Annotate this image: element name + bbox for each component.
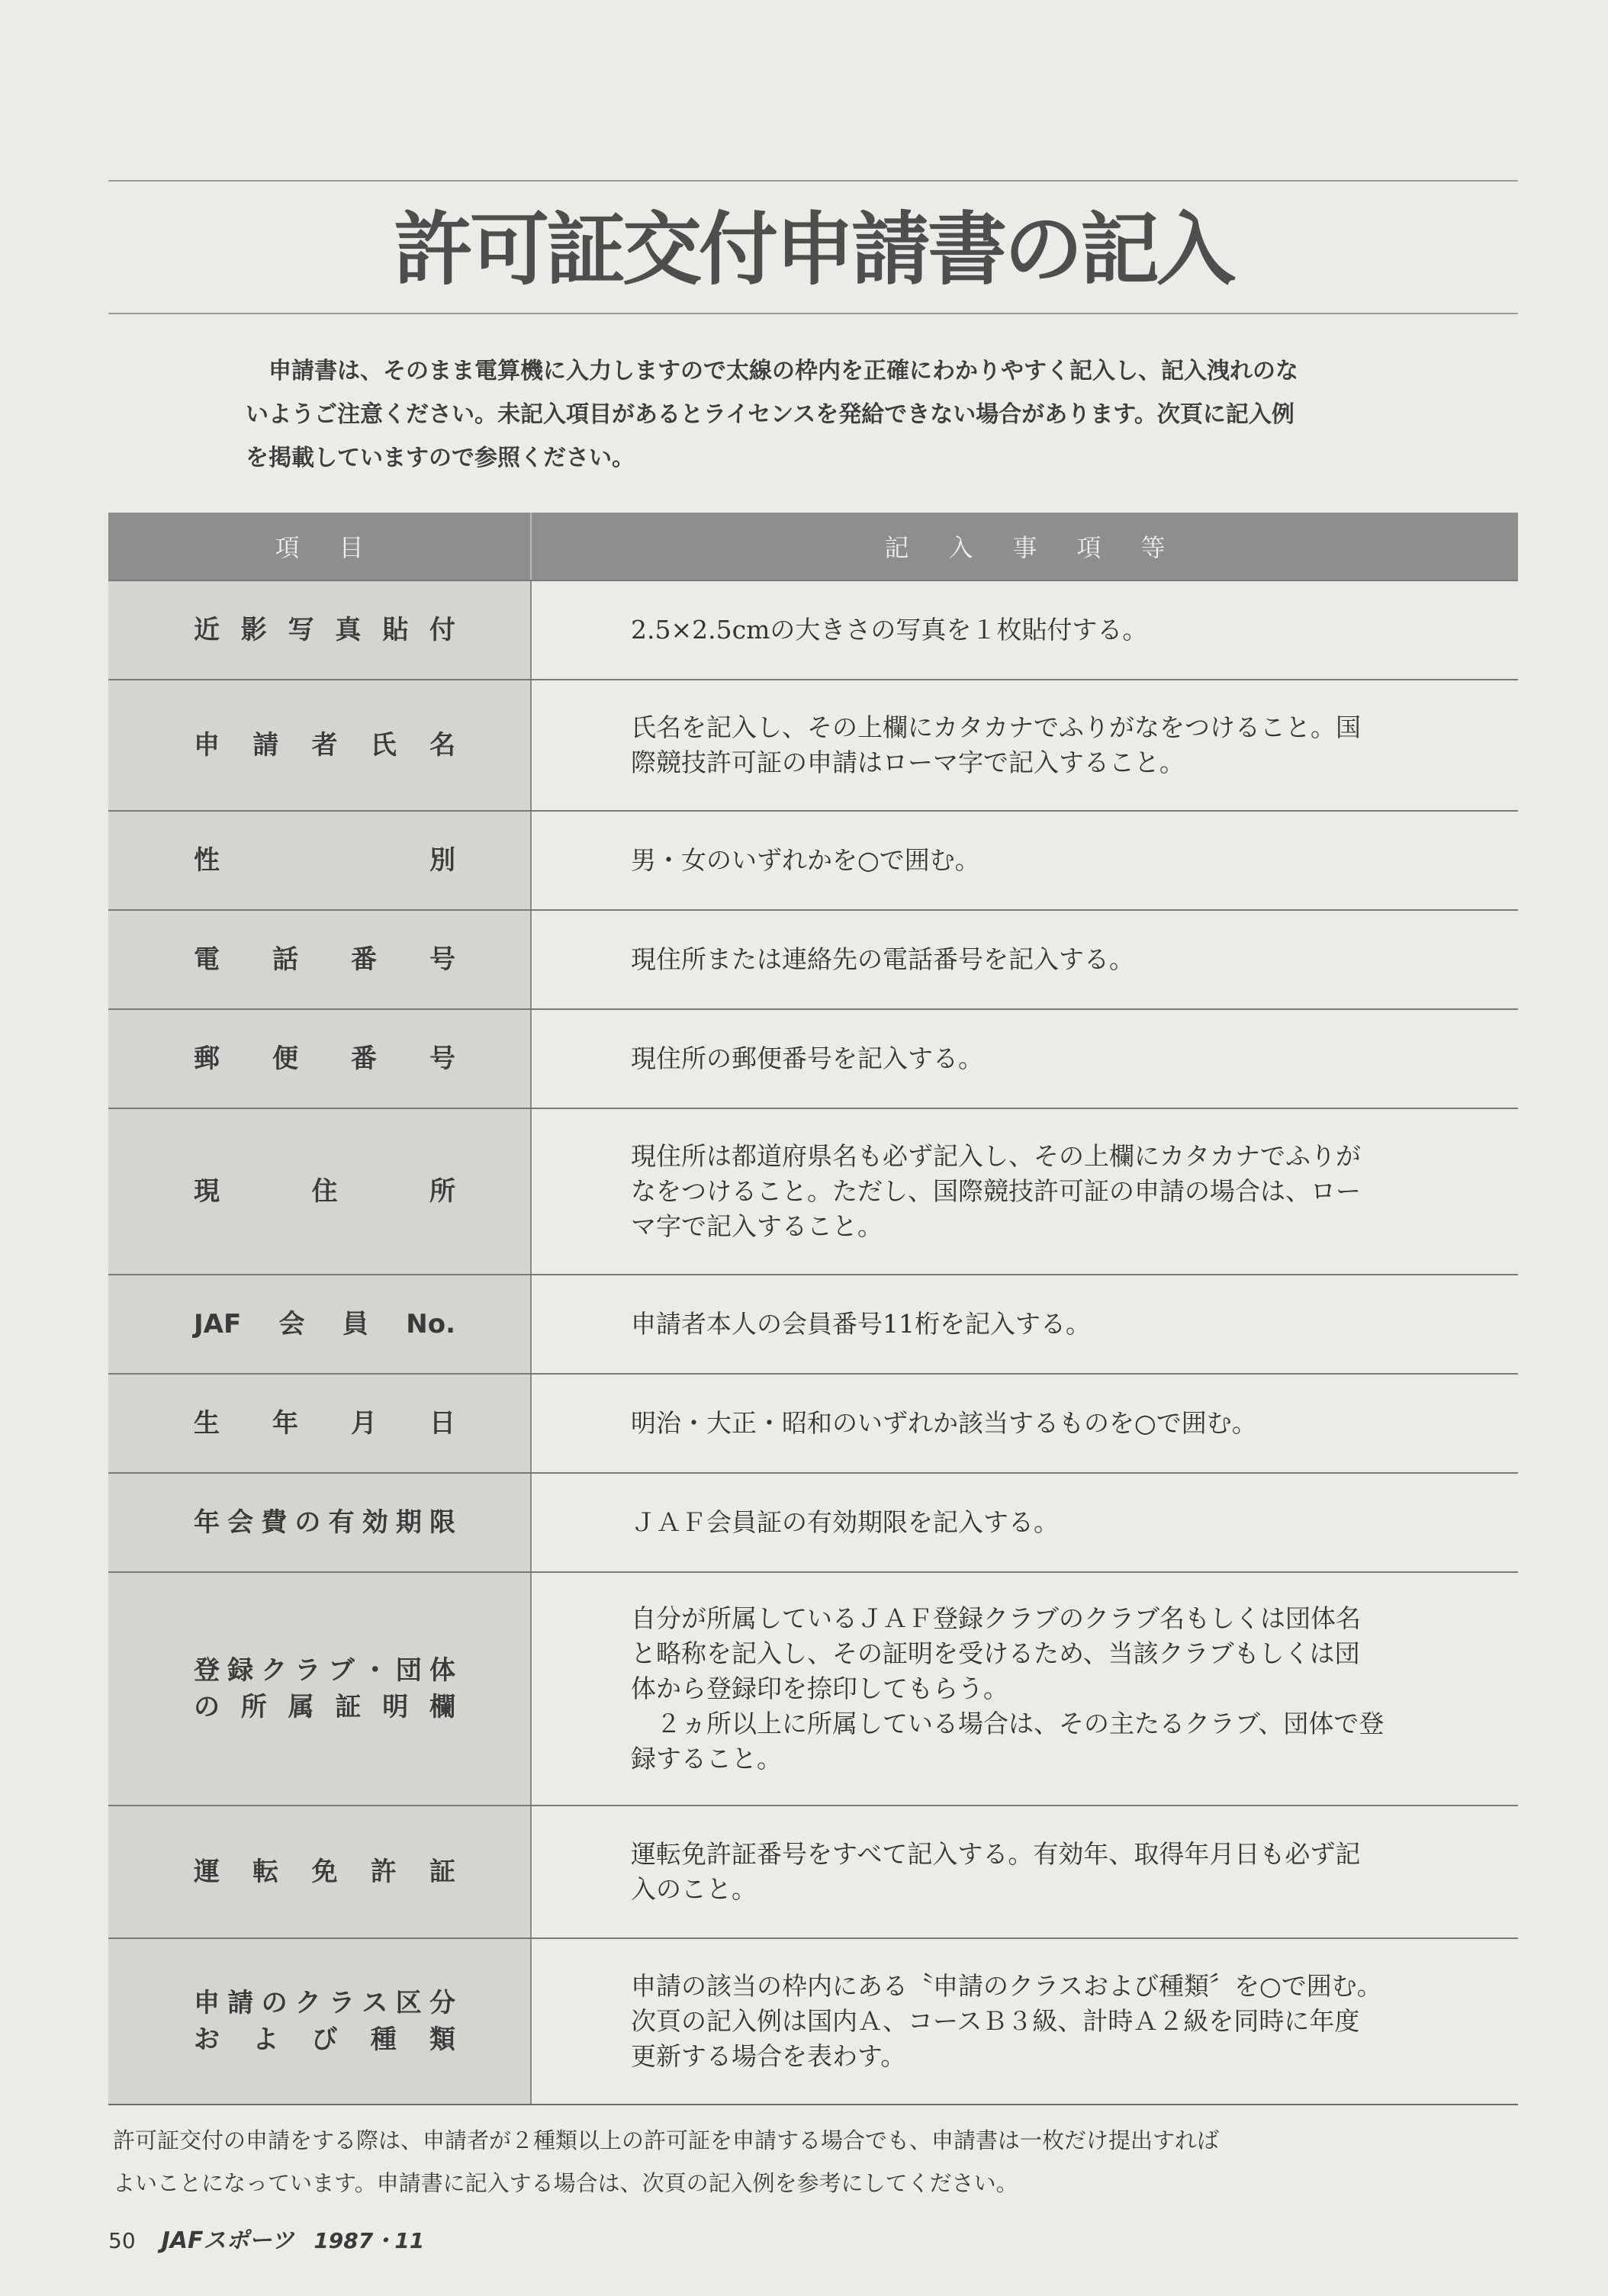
row-description: 申請者本人の会員番号11桁を記入する。 bbox=[631, 1309, 1091, 1339]
header-details: 記入事項等 bbox=[884, 533, 1205, 562]
table-row bbox=[108, 1937, 1518, 2104]
page-footer bbox=[108, 2221, 424, 2255]
table-row bbox=[108, 1108, 1518, 1274]
row-label: 生年月日 bbox=[108, 1375, 532, 1472]
row-description: 氏名を記入し、その上欄にカタカナでふりがなをつけること。国 際競技許可証の申請はローマ字で記入すること。 bbox=[631, 712, 1361, 777]
row-label: 運転免許証 bbox=[108, 1806, 532, 1937]
header-item: 項目 bbox=[108, 513, 532, 580]
table-row bbox=[108, 810, 1518, 909]
table-row bbox=[108, 679, 1518, 810]
row-label: 郵便番号 bbox=[108, 1010, 532, 1108]
row-description: 自分が所属しているＪＡＦ登録クラブのクラブ名もしくは団体名 と略称を記入し、その証明を受けるため、当該クラブもしくは団 体から登録印を捺印してもらう。 ２ヵ所以上に所属している場合は、その主たるクラブ、団体で登 録すること。 bbox=[631, 1603, 1384, 1773]
row-description: 明治・大正・昭和のいずれか該当するものを○で囲む。 bbox=[631, 1408, 1257, 1438]
title-rule bbox=[108, 313, 1518, 314]
row-label: 申請者氏名 bbox=[108, 680, 532, 810]
intro-line: いようご注意ください。未記入項目があるとライセンスを発給できない場合があります。次頁に記入例 bbox=[246, 401, 1294, 428]
row-description: 申請の該当の枠内にある〝申請のクラスおよび種類〞を○で囲む。 次頁の記入例は国内Ａ、コースＢ３級、計時Ａ２級を同時に年度 更新する場合を表わす。 bbox=[631, 1971, 1382, 2071]
row-label: 現住所 bbox=[108, 1109, 532, 1274]
row-label: JAF会員No. bbox=[108, 1275, 532, 1373]
table-row bbox=[108, 1805, 1518, 1937]
row-label: 申請のクラス区分 および種類 bbox=[108, 1939, 532, 2104]
row-label: 電話番号 bbox=[108, 911, 532, 1008]
row-description: 現住所または連絡先の電話番号を記入する。 bbox=[631, 944, 1134, 974]
row-label: 性別 bbox=[108, 812, 532, 909]
intro-line: 申請書は、そのまま電算機に入力しますので太線の枠内を正確にわかりやすく記入し、記入洩れのな bbox=[269, 358, 1298, 384]
row-description: 現住所は都道府県名も必ず記入し、その上欄にカタカナでふりが なをつけること。ただし、国際競技許可証の申請の場合は、ロー マ字で記入すること。 bbox=[631, 1141, 1361, 1241]
table-row bbox=[108, 580, 1518, 679]
intro-paragraph bbox=[246, 349, 1405, 480]
table-header bbox=[108, 513, 1518, 580]
table-row bbox=[108, 1472, 1518, 1571]
table-row bbox=[108, 1274, 1518, 1373]
table-row bbox=[108, 1571, 1518, 1805]
row-label: 年会費の有効期限 bbox=[108, 1474, 532, 1571]
row-description: 男・女のいずれかを○で囲む。 bbox=[631, 845, 980, 875]
row-description: ＪＡＦ会員証の有効期限を記入する。 bbox=[631, 1507, 1059, 1537]
instructions-table bbox=[108, 513, 1518, 2105]
note-line: よいことになっています。申請書に記入する場合は、次頁の記入例を参考にしてください。 bbox=[113, 2170, 1018, 2196]
top-rule bbox=[108, 180, 1518, 182]
magazine-name: JAFスポーツ bbox=[161, 2227, 294, 2254]
row-label: 近影写真貼付 bbox=[108, 581, 532, 679]
row-label: 登録クラブ・団体 の所属証明欄 bbox=[108, 1573, 532, 1805]
row-description: 現住所の郵便番号を記入する。 bbox=[631, 1043, 983, 1073]
table-row bbox=[108, 1008, 1518, 1108]
footer-note bbox=[113, 2119, 1516, 2204]
page-title: 許可証交付申請書の記入 bbox=[393, 203, 1233, 296]
intro-line: を掲載していますので参照ください。 bbox=[246, 445, 635, 471]
row-description: 2.5×2.5cmの大きさの写真を１枚貼付する。 bbox=[631, 615, 1148, 645]
page-number: 50 bbox=[108, 2228, 136, 2253]
issue-date: 1987・11 bbox=[314, 2228, 425, 2253]
table-row bbox=[108, 1373, 1518, 1472]
row-description: 運転免許証番号をすべて記入する。有効年、取得年月日も必ず記 入のこと。 bbox=[631, 1839, 1361, 1904]
note-line: 許可証交付の申請をする際は、申請者が２種類以上の許可証を申請する場合でも、申請書は一枚だけ提出すれば bbox=[113, 2127, 1220, 2153]
table-row bbox=[108, 909, 1518, 1008]
